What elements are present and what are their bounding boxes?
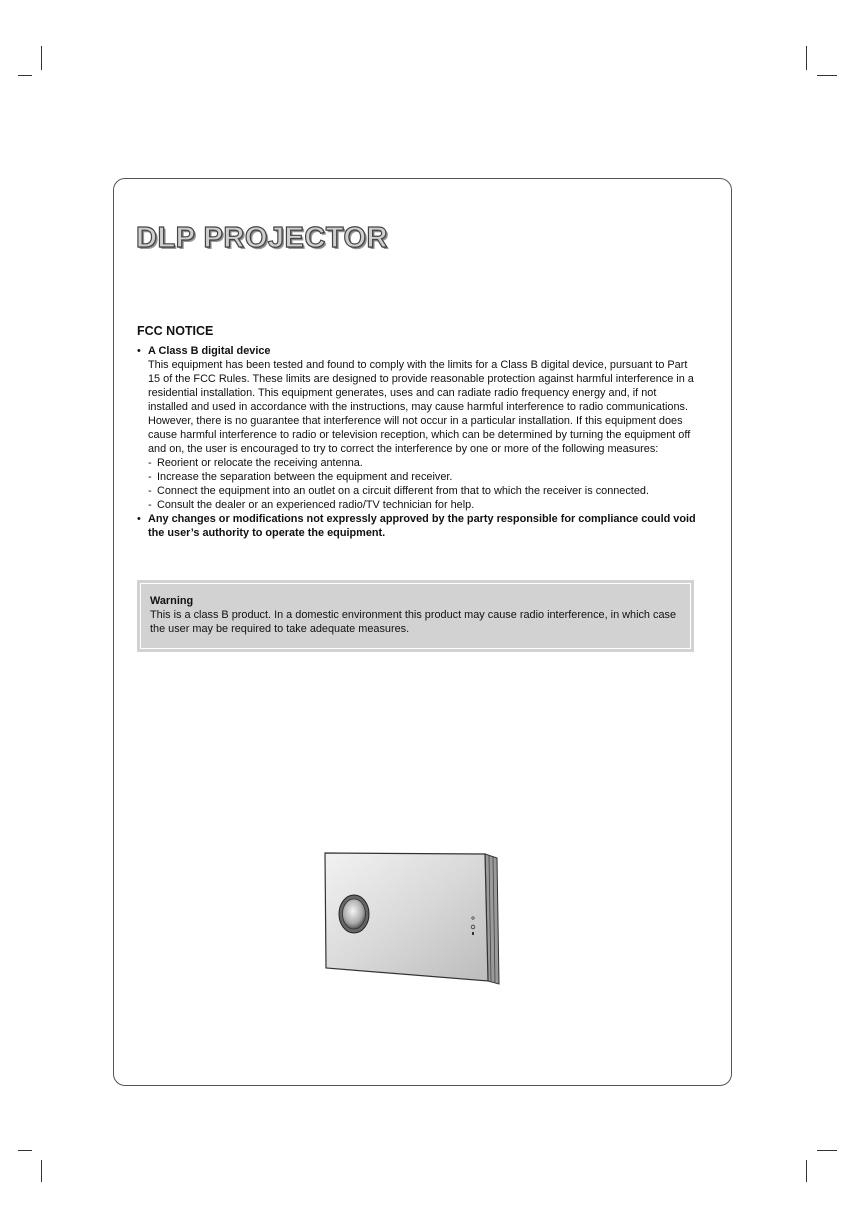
measures-list: [148, 456, 697, 512]
crop-mark: [41, 1160, 42, 1182]
crop-mark: [806, 1160, 807, 1182]
crop-mark: [806, 46, 807, 70]
fcc-item-modifications: [137, 512, 697, 540]
measure-text: Consult the dealer or an experienced radio/TV technician for help.: [157, 499, 475, 511]
list-item: - Connect the equipment into an outlet on a circuit different from that to which the receiver is connected.: [148, 485, 649, 497]
fcc-notice-heading: FCC NOTICE: [137, 324, 214, 338]
measure-text: Connect the equipment into an outlet on a circuit different from that to which the receiver is connected.: [157, 485, 649, 497]
bullet-icon: •: [137, 345, 141, 357]
crop-mark: [817, 75, 837, 76]
measure-text: Reorient or relocate the receiving antenna.: [157, 457, 363, 469]
crop-mark: [18, 1150, 32, 1151]
projector-illustration: [322, 851, 504, 989]
warning-text: This is a class B product. In a domestic environment this product may cause radio interference, in which case the user may be required to take adequate measures.: [150, 609, 677, 635]
fcc-item-title: A Class B digital device: [148, 345, 271, 357]
warning-box: [137, 580, 694, 652]
bullet-icon: •: [137, 513, 141, 525]
measure-text: Increase the separation between the equipment and receiver.: [157, 471, 453, 483]
fcc-modifications-text: Any changes or modifications not expressly approved by the party responsible for compliance could void the user’s authority to operate the equipment.: [148, 513, 696, 539]
crop-mark: [18, 75, 32, 76]
list-item: - Consult the dealer or an experienced radio/TV technician for help.: [148, 499, 475, 511]
crop-mark: [817, 1150, 837, 1151]
list-item: - Reorient or relocate the receiving antenna.: [148, 457, 363, 469]
fcc-item-class-b: [137, 344, 697, 512]
page-title: DLP PROJECTOR: [136, 222, 388, 254]
list-item: - Increase the separation between the equipment and receiver.: [148, 471, 453, 483]
crop-mark: [41, 46, 42, 70]
fcc-item-body: This equipment has been tested and found to comply with the limits for a Class B digital device, pursuant to Part 15 of the FCC Rules. These limits are designed to provide reasonable protection against harmful interference in a residential installation. This equipment generates, uses and can radiate radio frequency energy and, if not installed and used in accordance with the instructions, may cause harmful interference to radio communications. However, there is no guarantee that interference will not occur in a particular installation. If this equipment does cause harmful interference to radio or television reception, which can be determined by turning the equipment off and on, the user is encouraged to try to correct the interference by one or more of the following measures:: [148, 359, 694, 455]
fcc-notice-section: [137, 324, 697, 540]
warning-title: Warning: [150, 595, 194, 607]
